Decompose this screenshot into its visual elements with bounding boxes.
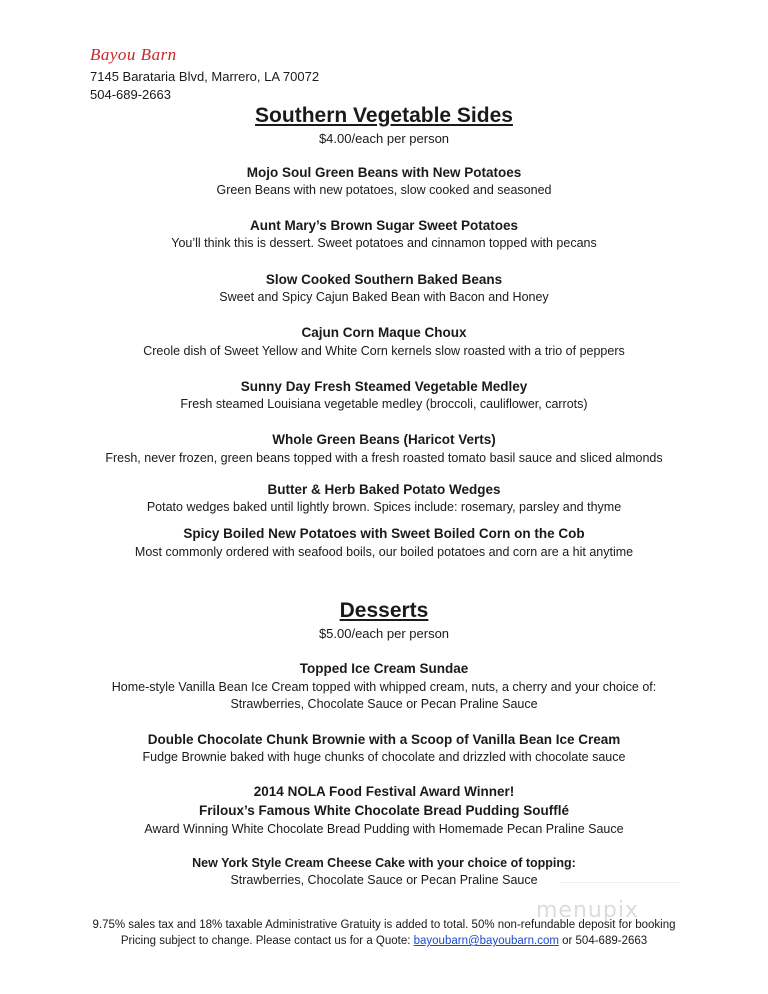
footer-contact-suffix: or 504-689-2663 xyxy=(558,935,648,947)
side-item-title: Aunt Mary’s Brown Sugar Sweet Potatoes xyxy=(249,218,519,233)
dessert-item-desc: Award Winning White Chocolate Bread Pudding with Homemade Pecan Praline Sauce xyxy=(144,822,624,836)
dessert-item-title: New York Style Cream Cheese Cake with your choice of topping: xyxy=(192,856,576,870)
side-item-desc: You’ll think this is dessert. Sweet potatoes and cinnamon topped with pecans xyxy=(171,236,597,250)
dessert-item-title: Double Chocolate Chunk Brownie with a Scoop of Vanilla Bean Ice Cream xyxy=(147,732,621,747)
dessert-item-title: Topped Ice Cream Sundae xyxy=(299,661,469,676)
desserts-heading: Desserts xyxy=(339,599,429,622)
address: 7145 Barataria Blvd, Marrero, LA 70072 xyxy=(90,69,320,84)
footer-terms: 9.75% sales tax and 18% taxable Administrative Gratuity is added to total. 50% non-refundable deposit for booking xyxy=(92,919,676,931)
side-item-desc: Green Beans with new potatoes, slow cooked and seasoned xyxy=(216,183,552,197)
watermark: menupix xyxy=(536,898,639,923)
sides-heading: Southern Vegetable Sides xyxy=(255,104,513,127)
side-item-title: Mojo Soul Green Beans with New Potatoes xyxy=(246,165,522,180)
side-item-title: Butter & Herb Baked Potato Wedges xyxy=(267,482,501,497)
side-item-title: Spicy Boiled New Potatoes with Sweet Boiled Corn on the Cob xyxy=(183,526,585,541)
side-item-title: Slow Cooked Southern Baked Beans xyxy=(265,272,503,287)
side-item-title: Whole Green Beans (Haricot Verts) xyxy=(272,432,496,447)
side-item-desc: Potato wedges baked until lightly brown. Spices include: rosemary, parsley and thyme xyxy=(146,500,622,514)
brand-logo: Bayou Barn xyxy=(90,45,177,64)
footer-contact-prefix: Pricing subject to change. Please contact us for a Quote: xyxy=(120,935,414,947)
dessert-item-desc: Home-style Vanilla Bean Ice Cream topped with whipped cream, nuts, a cherry and your choice of: xyxy=(111,680,657,694)
dessert-item-title: Friloux’s Famous White Chocolate Bread Pudding Soufflé xyxy=(198,803,570,818)
footer-contact xyxy=(0,935,768,947)
side-item-title: Sunny Day Fresh Steamed Vegetable Medley xyxy=(240,379,528,394)
dessert-item-desc: Strawberries, Chocolate Sauce or Pecan Praline Sauce xyxy=(230,873,538,887)
side-item-desc: Creole dish of Sweet Yellow and White Corn kernels slow roasted with a trio of peppers xyxy=(143,344,625,358)
side-item-desc: Fresh steamed Louisiana vegetable medley (broccoli, cauliflower, carrots) xyxy=(180,397,588,411)
award-label: 2014 NOLA Food Festival Award Winner! xyxy=(253,784,515,799)
email-link[interactable]: bayoubarn@bayoubarn.com xyxy=(413,935,559,947)
side-item-desc: Fresh, never frozen, green beans topped with a fresh roasted tomato basil sauce and sliced almonds xyxy=(105,451,663,465)
sides-price: $4.00/each per person xyxy=(318,131,450,146)
side-item-desc: Most commonly ordered with seafood boils, our boiled potatoes and corn are a hit anytime xyxy=(134,545,634,559)
side-item-desc: Sweet and Spicy Cajun Baked Bean with Bacon and Honey xyxy=(219,290,549,304)
desserts-price: $5.00/each per person xyxy=(318,626,450,641)
phone: 504-689-2663 xyxy=(90,87,171,102)
dessert-item-desc: Fudge Brownie baked with huge chunks of chocolate and drizzled with chocolate sauce xyxy=(142,750,626,764)
dessert-item-desc: Strawberries, Chocolate Sauce or Pecan Praline Sauce xyxy=(230,697,538,711)
side-item-title: Cajun Corn Maque Choux xyxy=(301,325,467,340)
watermark-line xyxy=(560,882,680,883)
